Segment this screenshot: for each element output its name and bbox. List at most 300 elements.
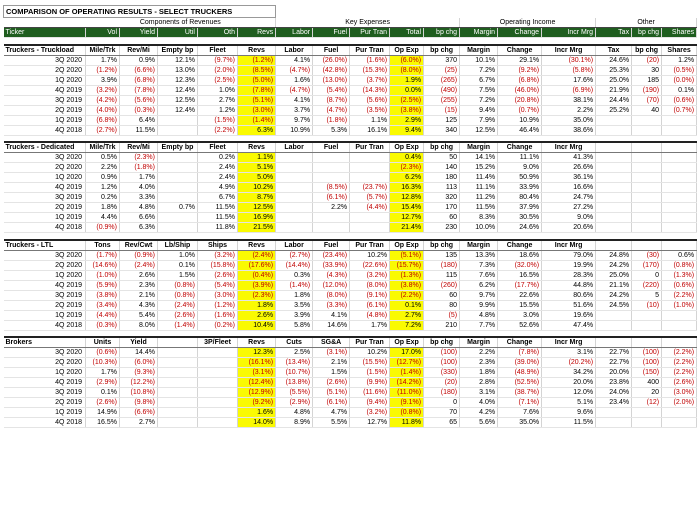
section-column-label: Rev/Mi <box>120 142 158 153</box>
table-cell: (1.4%) <box>276 280 313 290</box>
table-cell: 22.7% <box>596 358 632 368</box>
section-column-label: Op Exp <box>390 45 424 56</box>
table-cell: (5.6%) <box>120 95 158 105</box>
table-row <box>4 153 697 163</box>
results-table <box>3 5 697 428</box>
table-cell: 14.6% <box>313 320 350 330</box>
table-cell: (9.9%) <box>350 378 390 388</box>
section-column-label: Labor <box>276 142 313 153</box>
table-cell: 30 <box>632 65 662 75</box>
table-cell: 12.4% <box>158 105 198 115</box>
table-cell: 0.1% <box>158 260 198 270</box>
table-row <box>4 270 697 280</box>
table-cell: 13.0% <box>158 65 198 75</box>
row-period-label: 2Q 2019 <box>4 203 86 213</box>
table-row <box>4 75 697 85</box>
table-cell: (2.5%) <box>198 75 238 85</box>
table-cell: (4.4%) <box>350 203 390 213</box>
table-cell: (0.5%) <box>662 65 697 75</box>
table-cell: 5.0% <box>238 173 276 183</box>
table-cell: (10.3%) <box>86 358 120 368</box>
table-row <box>4 183 697 193</box>
column-header: Tax <box>596 28 632 38</box>
table-cell: 6.4% <box>120 115 158 125</box>
table-cell: (2.4%) <box>120 260 158 270</box>
table-cell: (265) <box>424 75 460 85</box>
table-cell: 24.0% <box>596 388 632 398</box>
table-cell: 0.1% <box>390 300 424 310</box>
row-period-label: 3Q 2020 <box>4 55 86 65</box>
section-column-label: bp chg <box>424 45 460 56</box>
table-cell: 11.8% <box>390 418 424 428</box>
table-cell: 370 <box>424 55 460 65</box>
table-cell: 170 <box>424 203 460 213</box>
table-cell: 26.6% <box>542 163 596 173</box>
table-cell: (0.8%) <box>158 290 198 300</box>
table-cell <box>596 310 632 320</box>
table-cell: (16.1%) <box>238 358 276 368</box>
row-period-label: 2Q 2019 <box>4 105 86 115</box>
table-cell: (12.0%) <box>313 280 350 290</box>
table-cell: 65 <box>424 418 460 428</box>
table-cell <box>276 223 313 233</box>
table-cell: (2.7%) <box>86 125 120 135</box>
table-cell: 12.3% <box>238 348 276 358</box>
spacer-row <box>4 135 697 142</box>
table-cell: (0.8%) <box>390 408 424 418</box>
row-period-label: 4Q 2019 <box>4 85 86 95</box>
table-cell: (1.4%) <box>158 320 198 330</box>
table-cell: 1.7% <box>120 173 158 183</box>
table-cell: (2.6%) <box>662 378 697 388</box>
table-cell: (2.2%) <box>198 125 238 135</box>
table-row <box>4 290 697 300</box>
section-column-label: Cuts <box>276 337 313 348</box>
section-column-label: Revs <box>238 45 276 56</box>
table-cell: 11.5% <box>120 125 158 135</box>
table-cell <box>350 163 390 173</box>
table-cell <box>198 388 238 398</box>
table-cell <box>350 223 390 233</box>
table-cell: (20) <box>424 378 460 388</box>
table-cell: 47.4% <box>542 320 596 330</box>
table-cell: 37.9% <box>498 203 542 213</box>
table-cell <box>662 163 697 173</box>
table-cell: 51.6% <box>542 300 596 310</box>
table-cell <box>596 115 632 125</box>
section-header-row <box>4 337 697 348</box>
section-column-label: Pur Tran <box>350 142 390 153</box>
sheet-title: COMPARISON OF OPERATING RESULTS - SELECT TRUCKERS <box>4 6 276 18</box>
section-header-row <box>4 240 697 251</box>
table-cell <box>632 163 662 173</box>
section-column-label <box>662 337 697 348</box>
table-cell: (5.1%) <box>390 250 424 260</box>
table-cell: (1.0%) <box>86 270 120 280</box>
table-cell: 10.2% <box>350 250 390 260</box>
table-cell <box>158 163 198 173</box>
row-period-label: 4Q 2018 <box>4 320 86 330</box>
table-cell: (5.1%) <box>313 388 350 398</box>
table-cell: (3.8%) <box>390 105 424 115</box>
table-cell: (9.3%) <box>120 368 158 378</box>
table-cell: 0.7% <box>158 203 198 213</box>
table-cell: (1.0%) <box>662 300 697 310</box>
table-cell: 4.0% <box>460 398 498 408</box>
table-cell: (4.7%) <box>276 65 313 75</box>
table-cell: 0.1% <box>662 85 697 95</box>
section-header-row <box>4 142 697 153</box>
table-row <box>4 388 697 398</box>
section-column-label: Fleet <box>198 142 238 153</box>
table-cell: (2.2%) <box>390 290 424 300</box>
section-column-label: Tons <box>86 240 120 251</box>
table-cell <box>662 310 697 320</box>
table-cell: (4.3%) <box>313 270 350 280</box>
table-cell: (0.9%) <box>120 250 158 260</box>
table-cell <box>158 173 198 183</box>
table-cell: (0.8%) <box>158 280 198 290</box>
table-cell: 10.1% <box>460 55 498 65</box>
section-column-label: Op Exp <box>390 240 424 251</box>
section-column-label <box>662 142 697 153</box>
table-cell: (8.5%) <box>313 183 350 193</box>
table-cell: (0.3%) <box>120 105 158 115</box>
table-cell <box>276 183 313 193</box>
table-cell: (1.4%) <box>238 115 276 125</box>
table-cell: (15.7%) <box>390 260 424 270</box>
table-cell: (8.5%) <box>238 65 276 75</box>
table-cell: 10.4% <box>238 320 276 330</box>
table-row <box>4 223 697 233</box>
table-cell <box>158 408 198 418</box>
table-cell: 30.5% <box>498 213 542 223</box>
table-cell: (12) <box>632 398 662 408</box>
table-row <box>4 300 697 310</box>
table-cell: 24.5% <box>596 300 632 310</box>
table-cell: (0.0%) <box>662 75 697 85</box>
table-cell: (48.9%) <box>498 368 542 378</box>
table-cell: (10) <box>632 300 662 310</box>
table-cell: (17.6%) <box>238 260 276 270</box>
table-cell: 210 <box>424 320 460 330</box>
table-cell <box>158 398 198 408</box>
row-period-label: 1Q 2019 <box>4 213 86 223</box>
table-cell: (3.9%) <box>238 280 276 290</box>
table-cell: 0 <box>424 398 460 408</box>
table-cell <box>662 193 697 203</box>
section-column-label: Revs <box>238 337 276 348</box>
table-cell: 1.2% <box>198 105 238 115</box>
table-cell: (5.5%) <box>276 388 313 398</box>
table-cell: 44.8% <box>542 280 596 290</box>
table-row <box>4 55 697 65</box>
table-cell: 1.9% <box>390 75 424 85</box>
section-column-label: Incr Mrg <box>542 337 596 348</box>
table-row <box>4 280 697 290</box>
table-cell <box>662 223 697 233</box>
table-cell: 8.3% <box>460 213 498 223</box>
table-cell <box>662 153 697 163</box>
row-period-label: 4Q 2018 <box>4 125 86 135</box>
table-cell <box>198 348 238 358</box>
table-cell: (6.0%) <box>120 358 158 368</box>
row-period-label: 1Q 2020 <box>4 368 86 378</box>
table-cell: 2.9% <box>390 115 424 125</box>
section-column-label: Margin <box>460 45 498 56</box>
table-cell: 135 <box>424 250 460 260</box>
table-cell: 18.6% <box>498 250 542 260</box>
column-header: Shares <box>662 28 697 38</box>
table-cell: 19.9% <box>542 260 596 270</box>
table-cell: (8.0%) <box>313 290 350 300</box>
table-cell: 2.6% <box>238 310 276 320</box>
table-cell: 11.5% <box>198 203 238 213</box>
table-cell: (7.8%) <box>238 85 276 95</box>
group-other: Other <box>596 18 697 28</box>
table-cell <box>662 203 697 213</box>
table-cell: (0.4%) <box>238 270 276 280</box>
table-cell: (1.6%) <box>198 310 238 320</box>
table-cell: (220) <box>632 280 662 290</box>
table-cell: 3.9% <box>276 310 313 320</box>
section-column-label <box>632 337 662 348</box>
table-cell: 41.3% <box>542 153 596 163</box>
table-cell: 2.6% <box>120 270 158 280</box>
table-cell: (3.2%) <box>350 408 390 418</box>
table-cell: 0.9% <box>86 173 120 183</box>
table-cell: 24.2% <box>596 260 632 270</box>
table-cell: 1.7% <box>86 55 120 65</box>
column-header: Fuel <box>313 28 350 38</box>
table-cell: 20 <box>632 388 662 398</box>
table-cell: 12.5% <box>460 125 498 135</box>
table-cell: 5.5% <box>313 418 350 428</box>
table-cell <box>198 378 238 388</box>
table-cell: 24.4% <box>596 95 632 105</box>
table-cell: (2.3%) <box>238 290 276 300</box>
table-cell: (5) <box>424 310 460 320</box>
table-cell: 4.1% <box>276 55 313 65</box>
table-cell: 29.1% <box>498 55 542 65</box>
table-cell <box>198 398 238 408</box>
table-cell: (255) <box>424 95 460 105</box>
table-cell <box>596 125 632 135</box>
table-cell: 12.5% <box>158 95 198 105</box>
table-cell: (9.1%) <box>350 290 390 300</box>
table-cell: 5.4% <box>120 310 158 320</box>
table-cell <box>596 320 632 330</box>
table-cell: (2.9%) <box>276 398 313 408</box>
section-column-label: Labor <box>276 240 313 251</box>
table-cell: 12.0% <box>542 388 596 398</box>
table-cell: (2.4%) <box>238 250 276 260</box>
table-cell: (180) <box>424 388 460 398</box>
section-column-label: Margin <box>460 337 498 348</box>
table-cell: 3.3% <box>120 193 158 203</box>
table-cell <box>662 125 697 135</box>
column-header: Yield <box>120 28 158 38</box>
table-cell: (6.8%) <box>120 75 158 85</box>
table-cell: 20.6% <box>542 223 596 233</box>
table-cell: (3.8%) <box>86 290 120 300</box>
table-cell: (2.5%) <box>390 95 424 105</box>
table-cell: 25.0% <box>596 270 632 280</box>
table-cell: (6.1%) <box>313 398 350 408</box>
table-cell: (3.4%) <box>86 300 120 310</box>
table-cell <box>596 163 632 173</box>
row-period-label: 4Q 2018 <box>4 223 86 233</box>
row-period-label: 1Q 2019 <box>4 115 86 125</box>
table-cell <box>276 163 313 173</box>
table-cell: 4.8% <box>460 310 498 320</box>
table-row <box>4 398 697 408</box>
table-cell: 79.0% <box>542 250 596 260</box>
table-cell <box>158 388 198 398</box>
table-cell: (70) <box>632 95 662 105</box>
table-row <box>4 163 697 173</box>
table-cell: 125 <box>424 115 460 125</box>
table-cell: (30.1%) <box>542 55 596 65</box>
table-row <box>4 418 697 428</box>
table-cell: (2.4%) <box>158 300 198 310</box>
section-column-label: Change <box>498 337 542 348</box>
section-column-label <box>158 337 198 348</box>
section-column-label: Ships <box>198 240 238 251</box>
table-cell: 12.7% <box>350 418 390 428</box>
table-cell: 6.3% <box>120 223 158 233</box>
table-cell: (1.3%) <box>390 270 424 280</box>
table-cell: 6.7% <box>460 75 498 85</box>
column-header: Revs <box>238 28 276 38</box>
table-cell: 38.1% <box>542 95 596 105</box>
section-column-label: Margin <box>460 142 498 153</box>
table-cell: 2.8% <box>460 378 498 388</box>
table-cell: 11.5% <box>542 418 596 428</box>
table-cell <box>662 213 697 223</box>
section-title: Truckers - Dedicated <box>4 142 86 153</box>
table-cell: 340 <box>424 125 460 135</box>
table-cell: (5.9%) <box>86 280 120 290</box>
row-period-label: 1Q 2020 <box>4 270 86 280</box>
table-cell: 12.8% <box>390 193 424 203</box>
table-cell: 6.2% <box>460 280 498 290</box>
column-header: Margin <box>460 28 498 38</box>
row-period-label: 3Q 2019 <box>4 95 86 105</box>
row-period-label: 2Q 2019 <box>4 300 86 310</box>
table-cell: 2.7% <box>198 95 238 105</box>
table-cell: (2.2%) <box>662 358 697 368</box>
table-cell <box>158 223 198 233</box>
table-cell: (20) <box>632 55 662 65</box>
table-cell: (3.2%) <box>350 270 390 280</box>
table-cell: (0.2%) <box>198 320 238 330</box>
table-cell: 9.7% <box>276 115 313 125</box>
table-cell: 21.1% <box>596 280 632 290</box>
column-header: Util <box>158 28 198 38</box>
table-cell: (0.6%) <box>86 348 120 358</box>
table-cell: (0.3%) <box>86 320 120 330</box>
table-cell: (6.8%) <box>498 75 542 85</box>
column-header: bp chg <box>632 28 662 38</box>
group-components: Components of Revenues <box>86 18 276 28</box>
table-cell: 0 <box>632 270 662 280</box>
table-cell: (2.6%) <box>158 310 198 320</box>
table-row <box>4 105 697 115</box>
table-cell: 1.2% <box>86 183 120 193</box>
table-cell: (490) <box>424 85 460 95</box>
table-cell: (23.7%) <box>350 183 390 193</box>
table-cell: 115 <box>424 270 460 280</box>
section-column-label: Units <box>86 337 120 348</box>
table-cell: (170) <box>632 260 662 270</box>
table-cell: 20.0% <box>596 368 632 378</box>
section-column-label: Rev/Cwt <box>120 240 158 251</box>
section-column-label <box>662 240 697 251</box>
column-header: Total <box>390 28 424 38</box>
table-cell: (17.7%) <box>498 280 542 290</box>
table-cell: (3.5%) <box>350 105 390 115</box>
table-cell: 3.7% <box>276 105 313 115</box>
table-row <box>4 85 697 95</box>
table-cell: (1.5%) <box>198 115 238 125</box>
table-cell: (2.6%) <box>86 398 120 408</box>
table-cell: 2.1% <box>120 290 158 300</box>
table-cell: 36.1% <box>542 173 596 183</box>
table-cell: (3.1%) <box>313 348 350 358</box>
table-cell: 60 <box>424 213 460 223</box>
section-column-label <box>596 240 632 251</box>
column-header: Incr Mrg <box>542 28 596 38</box>
table-cell: (1.4%) <box>390 368 424 378</box>
table-cell: 8.9% <box>276 418 313 428</box>
table-cell: (0.9%) <box>86 223 120 233</box>
table-cell: 7.7% <box>460 320 498 330</box>
table-cell <box>662 418 697 428</box>
section-column-label: Mile/Trk <box>86 45 120 56</box>
table-cell <box>313 173 350 183</box>
table-cell: 7.9% <box>460 115 498 125</box>
table-cell: 16.6% <box>542 183 596 193</box>
group-key-expenses: Key Expenses <box>276 18 460 28</box>
table-cell: 1.0% <box>158 250 198 260</box>
table-cell: (150) <box>632 368 662 378</box>
table-cell: 1.7% <box>86 368 120 378</box>
table-cell: 23.4% <box>596 398 632 408</box>
table-cell <box>596 418 632 428</box>
table-cell: 9.4% <box>390 125 424 135</box>
table-cell: 0.0% <box>390 85 424 95</box>
section-column-label: Pur Tran <box>350 337 390 348</box>
table-cell: (2.2%) <box>662 290 697 300</box>
table-cell: 400 <box>632 378 662 388</box>
table-row <box>4 408 697 418</box>
table-cell <box>662 115 697 125</box>
table-cell: 11.5% <box>198 213 238 223</box>
section-title: Brokers <box>4 337 86 348</box>
section-column-label: Change <box>498 142 542 153</box>
table-cell: 24.6% <box>596 55 632 65</box>
table-cell: 1.8% <box>460 368 498 378</box>
table-cell: 1.8% <box>276 290 313 300</box>
table-cell: 10.9% <box>276 125 313 135</box>
table-cell: 80.6% <box>542 290 596 300</box>
table-cell: (3.8%) <box>390 280 424 290</box>
table-cell: (5.4%) <box>313 85 350 95</box>
table-cell: 3.9% <box>86 75 120 85</box>
table-cell: 0.3% <box>276 270 313 280</box>
table-cell: (42.8%) <box>313 65 350 75</box>
